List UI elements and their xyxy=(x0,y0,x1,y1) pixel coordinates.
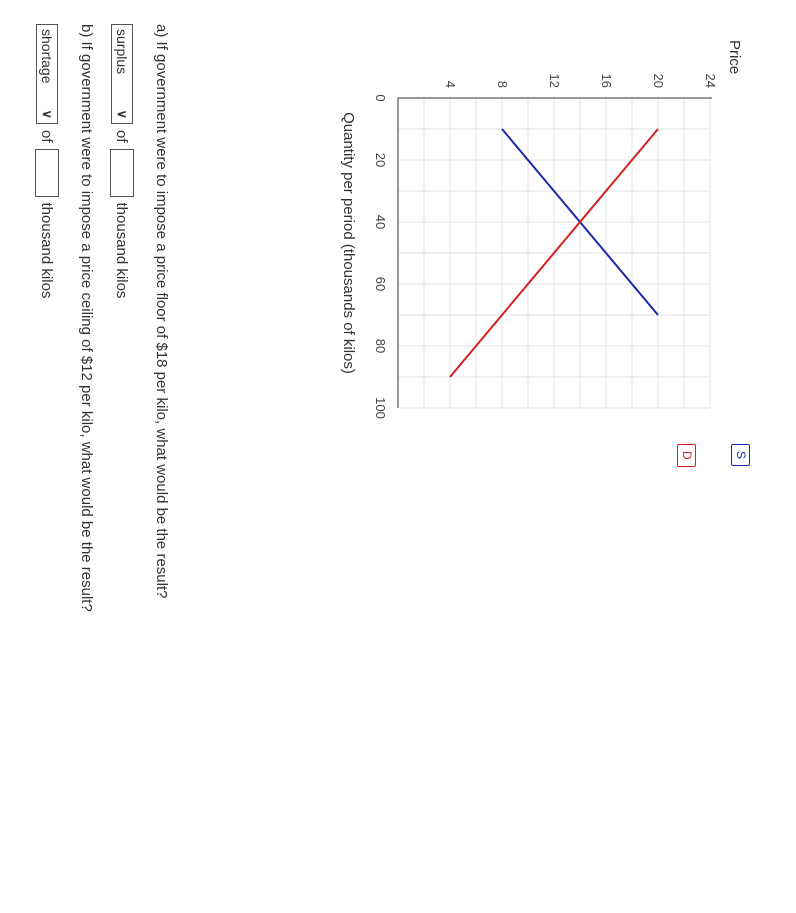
y-tick-label: 16 xyxy=(599,73,614,88)
x-tick-label: 0 xyxy=(373,94,388,102)
question-a-answer-row xyxy=(110,24,134,298)
question-a-text: a) If government were to impose a price floor of $18 per kilo, what would be the result? xyxy=(153,24,170,599)
question-a-of-label: of xyxy=(113,130,131,143)
legend-item-s[interactable] xyxy=(731,444,750,466)
y-axis-label: Price xyxy=(726,40,743,75)
question-b-select-value: shortage xyxy=(39,29,55,84)
chevron-down-icon: ∨ xyxy=(40,109,55,119)
question-b-quantity-input[interactable] xyxy=(35,149,59,197)
question-b-result-select[interactable] xyxy=(36,24,58,124)
x-tick-label: 100 xyxy=(373,397,388,419)
y-tick-label: 24 xyxy=(703,73,718,88)
x-tick-label: 20 xyxy=(373,152,388,168)
legend-label-d: D xyxy=(680,451,694,460)
question-b-answer-row xyxy=(35,24,59,298)
chevron-down-icon: ∨ xyxy=(115,109,130,119)
y-tick-label: 8 xyxy=(495,80,510,88)
question-b-of-label: of xyxy=(38,130,56,143)
x-tick-label: 80 xyxy=(373,338,388,354)
question-a-result-select[interactable] xyxy=(111,24,133,124)
chart-tick-labels xyxy=(373,74,718,419)
legend-label-s: S xyxy=(734,451,748,460)
question-b-text: b) If government were to impose a price ceiling of $12 per kilo, what would be the result? xyxy=(78,24,95,612)
legend-item-d[interactable] xyxy=(677,444,696,467)
x-tick-label: 40 xyxy=(373,214,388,230)
question-a-quantity-input[interactable] xyxy=(110,149,134,197)
question-a-select-value: surplus xyxy=(114,29,130,75)
x-tick-label: 60 xyxy=(373,276,388,292)
y-tick-label: 4 xyxy=(443,80,458,88)
y-tick-label: 12 xyxy=(547,73,562,88)
question-b-unit-label: thousand kilos xyxy=(38,202,56,299)
x-axis-label: Quantity per period (thousands of kilos) xyxy=(340,112,357,374)
y-tick-label: 20 xyxy=(651,73,666,88)
question-a-unit-label: thousand kilos xyxy=(113,202,131,299)
